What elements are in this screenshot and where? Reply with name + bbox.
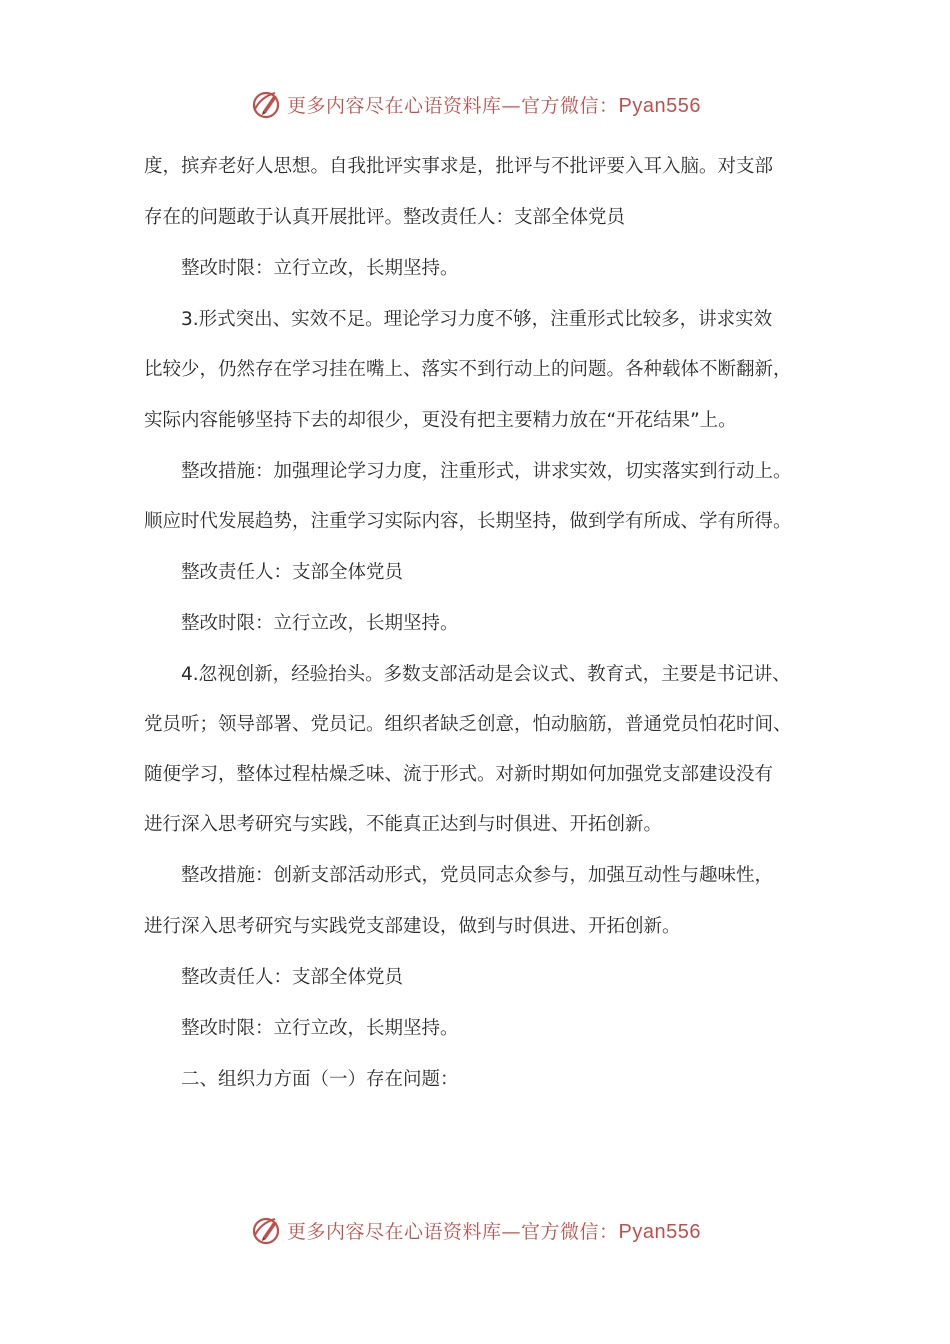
footer-banner-wechat: 官方微信： xyxy=(521,1220,619,1243)
header-banner-text xyxy=(287,91,701,118)
header-banner-title: 更多内容尽在心语资料库 xyxy=(287,94,502,117)
body-line: 度，摈弃老好人思想。自我批评实事求是，批评与不批评要入耳入脑。对支部 xyxy=(144,156,774,177)
footer-banner-dash: — xyxy=(501,1220,522,1243)
body-line: 4.忽视创新，经验抬头。多数支部活动是会议式、教育式，主要是书记讲、 xyxy=(181,664,791,685)
body-line: 二、组织力方面（一）存在问题： xyxy=(181,1069,459,1090)
body-line: 整改责任人：支部全体党员 xyxy=(181,562,404,583)
header-banner xyxy=(0,84,950,124)
body-line: 进行深入思考研究与实践，不能真正达到与时俱进、开拓创新。 xyxy=(144,814,663,835)
header-banner-wechat: 官方微信： xyxy=(521,94,619,117)
body-line: 存在的问题敢于认真开展批评。整改责任人：支部全体党员 xyxy=(144,207,626,228)
body-line: 进行深入思考研究与实践党支部建设，做到与时俱进、开拓创新。 xyxy=(144,916,681,937)
body-line: 实际内容能够坚持下去的却很少，更没有把主要精力放在“开花结果”上。 xyxy=(144,410,737,431)
body-line: 整改时限：立行立改，长期坚持。 xyxy=(181,258,459,279)
body-line: 整改时限：立行立改，长期坚持。 xyxy=(181,613,459,634)
body-line: 顺应时代发展趋势，注重学习实际内容，长期坚持，做到学有所成、学有所得。 xyxy=(144,511,792,532)
body-line: 党员听；领导部署、党员记。组织者缺乏创意，怕动脑筋，普通党员怕花时间、 xyxy=(144,714,792,735)
header-banner-dash: — xyxy=(501,94,522,117)
body-line: 整改措施：创新支部活动形式，党员同志众参与，加强互动性与趣味性， xyxy=(181,865,774,886)
footer-banner-title: 更多内容尽在心语资料库 xyxy=(287,1220,502,1243)
body-line: 整改措施：加强理论学习力度，注重形式，讲求实效，切实落实到行动上。 xyxy=(181,461,792,482)
footer-banner xyxy=(0,1210,950,1250)
pen-logo-icon xyxy=(249,1213,283,1247)
body-line: 随便学习，整体过程枯燥乏味、流于形式。对新时期如何加强党支部建设没有 xyxy=(144,764,774,785)
header-banner-id: Pyan556 xyxy=(618,94,701,117)
body-line: 整改责任人：支部全体党员 xyxy=(181,967,404,988)
footer-banner-id: Pyan556 xyxy=(618,1220,701,1243)
body-line: 整改时限：立行立改，长期坚持。 xyxy=(181,1018,459,1039)
body-line: 3.形式突出、实效不足。理论学习力度不够，注重形式比较多，讲求实效 xyxy=(181,309,773,330)
pen-logo-icon xyxy=(249,87,283,121)
body-line: 比较少，仍然存在学习挂在嘴上、落实不到行动上的问题。各种载体不断翻新， xyxy=(144,359,792,380)
footer-banner-text xyxy=(287,1217,701,1244)
